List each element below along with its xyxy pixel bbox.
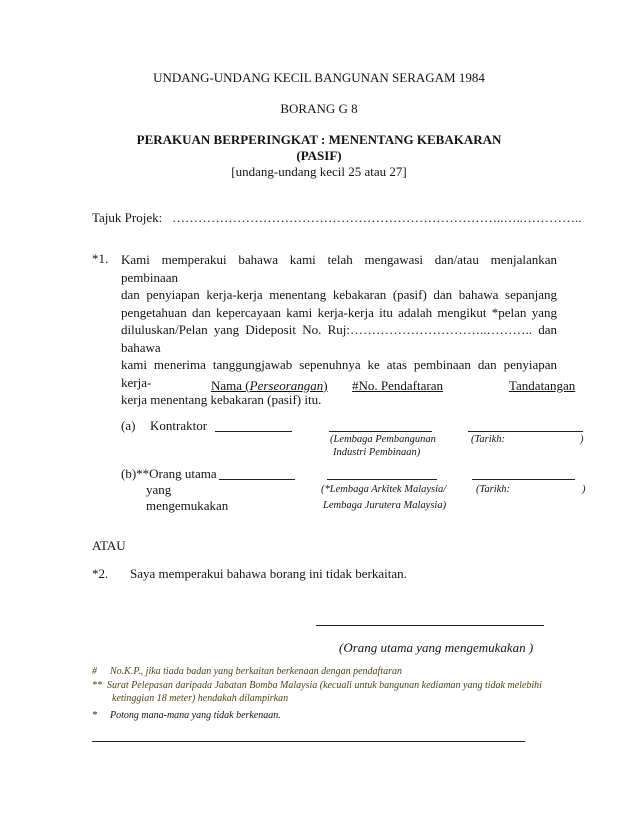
column-signature: Tandatangan: [509, 378, 576, 393]
column-name-prefix: Nama (: [211, 378, 250, 393]
footnote-mark: **: [92, 680, 102, 691]
clause2-number: *2.: [92, 566, 109, 581]
row-b-label: (b)**Orang utama: [121, 466, 217, 481]
row-b-date-close: ): [582, 484, 586, 495]
column-registration: #No. Pendaftaran: [352, 378, 443, 393]
row-b-line2: yang: [146, 482, 172, 497]
row-a-note-2: Industri Pembinaan): [333, 447, 421, 458]
form-title: PERAKUAN BERPERINGKAT : MENENTANG KEBAKARAN: [136, 132, 502, 147]
clause1-line: kami menerima tanggungjawab sepenuhnya ke atas pembinaan dan penyiapan kerja-: [121, 357, 557, 390]
or-separator: ATAU: [92, 538, 126, 553]
clause1-line: pengetahuan dan kepercayaan kami kerja-kerja itu adalah mengikut *pelan yang: [121, 304, 557, 320]
footnote-mark: #: [92, 666, 97, 677]
signer-label: (Orang utama yang mengemukakan ): [339, 640, 534, 655]
clause1-line: dan penyiapan kerja-kerja menentang kebakaran (pasif) dan bahawa sepanjang: [121, 287, 557, 302]
row-b-date-label: (Tarikh:: [476, 484, 511, 495]
clause1-line: Kami memperakui bahawa kami telah mengawasi dan/atau menjalankan pembinaan: [121, 252, 557, 285]
clause1-line: kerja menentang kebakaran (pasif) itu.: [121, 392, 322, 407]
footnote-text: No.K.P., jika tiada badan yang berkaitan berkenaan dengan pendaftaran: [110, 666, 403, 677]
row-a-label: (a): [121, 418, 136, 433]
form-subtitle: (PASIF): [296, 148, 342, 163]
footnote-text: Surat Pelepasan daripada Jabatan Bomba Malaysia (kecuali untuk bangunan kediaman yang tidak melebihi: [107, 680, 542, 691]
row-a-note: (Lembaga Pembangunan: [330, 434, 436, 445]
row-a-role: Kontraktor: [150, 418, 208, 433]
row-b-note-2: Lembaga Jurutera Malaysia): [323, 500, 447, 511]
row-b-signature-line[interactable]: [472, 479, 575, 480]
project-field[interactable]: …………………………………………………………………..…..…………..: [172, 210, 582, 225]
form-number: BORANG G 8: [280, 101, 358, 116]
footnote-mark: *: [92, 710, 97, 721]
footnote-text: ketinggian 18 meter) hendakah dilampirkan: [112, 693, 289, 704]
column-name: [211, 378, 328, 394]
row-a-signature-line[interactable]: [468, 431, 583, 432]
row-b-line3: mengemukakan: [146, 498, 229, 513]
footer-rule: [92, 741, 525, 742]
clause1-number: *1.: [92, 251, 109, 266]
clause2-text: Saya memperakui bahawa borang ini tidak berkaitan.: [130, 566, 407, 581]
clause1-text: [121, 251, 557, 409]
column-name-suffix: ): [323, 378, 328, 393]
signer-line[interactable]: [316, 625, 544, 626]
law-title: UNDANG-UNDANG KECIL BANGUNAN SERAGAM 1984: [153, 70, 485, 85]
row-a-name-line[interactable]: [215, 431, 292, 432]
row-a-date-label: (Tarikh:: [471, 434, 506, 445]
clause1-line: diluluskan/Pelan yang Dideposit No. Ruj:…………………………..……….. dan bahawa: [121, 322, 557, 355]
footnote-text: Potong mana-mana yang tidak berkenaan.: [110, 710, 281, 721]
form-reference: [undang-undang kecil 25 atau 27]: [231, 164, 407, 179]
row-b-name-line[interactable]: [219, 479, 295, 480]
row-b-note: (*Lembaga Arkitek Malaysia/: [321, 484, 447, 495]
row-a-date-close: ): [580, 434, 584, 445]
row-b-registration-line[interactable]: [327, 479, 437, 480]
row-a-registration-line[interactable]: [329, 431, 432, 432]
project-label: Tajuk Projek:: [92, 210, 163, 225]
column-name-italic: Perseorangan: [249, 378, 324, 393]
